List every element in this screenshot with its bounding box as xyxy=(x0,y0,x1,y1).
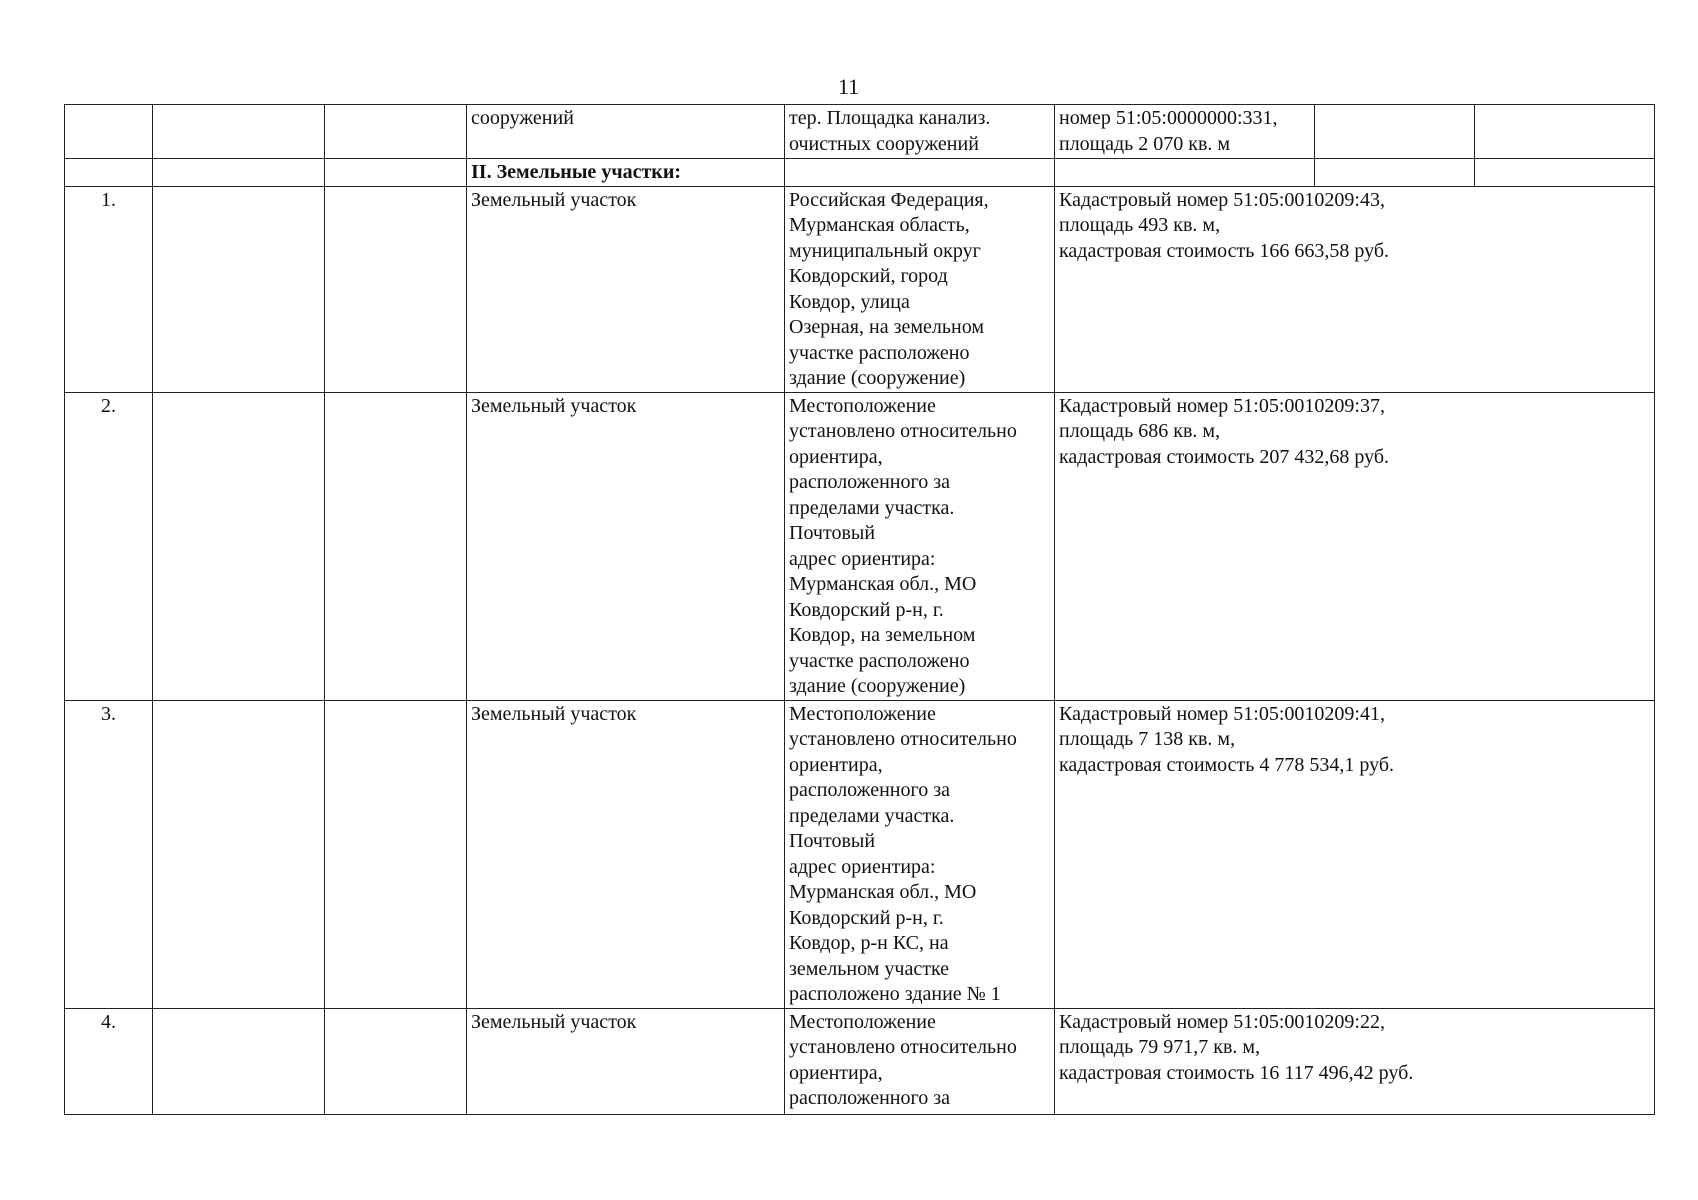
cell-num xyxy=(65,105,153,159)
cell-address: Местоположение установлено относительно ориентира, расположенного за xyxy=(785,1008,1055,1114)
cell-empty xyxy=(1315,159,1475,187)
cell-num: 4. xyxy=(65,1008,153,1114)
cell-characteristics: Кадастровый номер 51:05:0010209:22, площадь 79 971,7 кв. м, кадастровая стоимость 16 117 496,42 руб. xyxy=(1055,1008,1655,1114)
table-row-continuation xyxy=(65,105,1655,159)
cell-address: Местоположение установлено относительно ориентира, расположенного за пределами участка. Почтовый адрес ориентира: Мурманская обл., МО Ковдорский р-н, г. Ковдор, р-н КС, на земельном участке расположено здание № 1 xyxy=(785,700,1055,1008)
cell-num: 2. xyxy=(65,392,153,700)
cell-address: тер. Площадка канализ. очистных сооружений xyxy=(785,105,1055,159)
table-row xyxy=(65,700,1655,1008)
cell-empty xyxy=(153,159,325,187)
cell-empty xyxy=(153,392,325,700)
section-header-row xyxy=(65,159,1655,187)
cell-name: сооружений xyxy=(467,105,785,159)
cell-name: Земельный участок xyxy=(467,1008,785,1114)
cell-empty xyxy=(153,700,325,1008)
cell-characteristics: Кадастровый номер 51:05:0010209:37, площадь 686 кв. м, кадастровая стоимость 207 432,68 руб. xyxy=(1055,392,1655,700)
cell-name: Земельный участок xyxy=(467,700,785,1008)
cell-address: Российская Федерация, Мурманская область, муниципальный округ Ковдорский, город Ковдор, улица Озерная, на земельном участке расположено здание (сооружение) xyxy=(785,186,1055,392)
cell-num: 1. xyxy=(65,186,153,392)
cell-empty xyxy=(325,1008,467,1114)
cell-empty xyxy=(325,700,467,1008)
cell-name: Земельный участок xyxy=(467,392,785,700)
cell-empty xyxy=(1475,159,1655,187)
table-row xyxy=(65,186,1655,392)
cell-empty xyxy=(65,159,153,187)
cell-empty xyxy=(325,159,467,187)
page-number: 11 xyxy=(838,74,860,99)
cell-characteristics: Кадастровый номер 51:05:0010209:43, площадь 493 кв. м, кадастровая стоимость 166 663,58 руб. xyxy=(1055,186,1655,392)
cell-characteristics: номер 51:05:0000000:331, площадь 2 070 кв. м xyxy=(1055,105,1315,159)
cell-empty xyxy=(785,159,1055,187)
cell-empty xyxy=(153,105,325,159)
cell-empty xyxy=(325,105,467,159)
cell-name: Земельный участок xyxy=(467,186,785,392)
cell-empty xyxy=(153,186,325,392)
cell-empty xyxy=(325,392,467,700)
cell-empty xyxy=(153,1008,325,1114)
table-row xyxy=(65,392,1655,700)
cell-num: 3. xyxy=(65,700,153,1008)
cell-empty xyxy=(1475,105,1655,159)
property-table xyxy=(64,104,1655,1115)
section-title: II. Земельные участки: xyxy=(467,159,785,187)
cell-characteristics: Кадастровый номер 51:05:0010209:41, площадь 7 138 кв. м, кадастровая стоимость 4 778 534,1 руб. xyxy=(1055,700,1655,1008)
table-row xyxy=(65,1008,1655,1114)
cell-address: Местоположение установлено относительно ориентира, расположенного за пределами участка. Почтовый адрес ориентира: Мурманская обл., МО Ковдорский р-н, г. Ковдор, на земельном участке расположено здание (сооружение) xyxy=(785,392,1055,700)
cell-empty xyxy=(325,186,467,392)
cell-empty xyxy=(1315,105,1475,159)
cell-empty xyxy=(1055,159,1315,187)
